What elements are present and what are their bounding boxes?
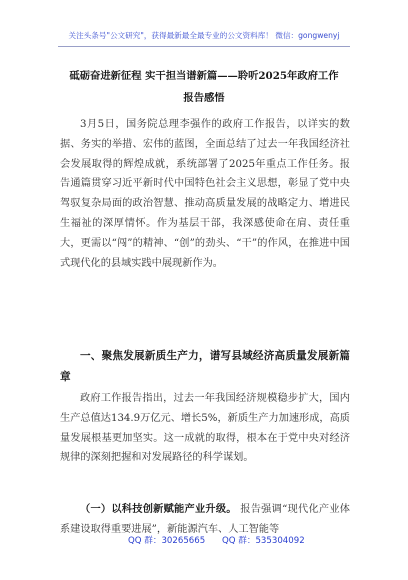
page-footer [0,534,408,554]
header-promo-text: 关注头条号"公文研究"，获得最新最全最专业的公文资料库！ 微信：gongwenyj [68,31,340,40]
section-1-paragraph: 政府工作报告指出，过去一年我国经济规模稳步扩大，国内生产总值达134.9万亿元、增长5%，新质生产力加速形成，高质量发展根基更加坚实。这一成就的取得，根本在于党中央对经济规律的深刻把握和对发展路径的科学谋划。 [60,393,350,464]
footer-qq-group-1: QQ 群：30265665 [128,536,206,546]
section-1-heading: 一、聚焦发展新质生产力，谱写县域经济高质量发展新篇章 [60,350,350,383]
footer-qq-group-2: QQ 群：535304092 [222,536,305,546]
header-divider [58,46,350,47]
document-title-line-1: 砥砺奋进新征程 实干担当谱新篇——聆听2025年政府工作 [69,70,339,82]
subsection-1-label: （一）以科技创新赋能产业升级。 [80,503,237,515]
document-title-line-2: 报告感悟 [183,92,225,104]
page-header [0,0,408,60]
intro-paragraph: 3月5日，国务院总理李强作的政府工作报告，以详实的数据、务实的举措、宏伟的蓝图，全面总结了过去一年我国经济社会发展取得的辉煌成就，系统部署了2025年重点工作任务。报告通篇贯穿习近平新时代中国特色社会主义思想，彰显了党中央驾驭复杂局面的政治智慧、推动高质量发展的战略定力、增进民生福祉的深厚情怀。作为基层干部，我深感使命在肩、责任重大，更需以“闯”的精神、“创”的劲头、“干”的作风，在推进中国式现代化的县域实践中展现新作为。 [60,119,350,269]
subsection-1-text: 报告强调“现代化产业体系建设取得重要进展”，新能源汽车、人工智能等 [60,504,350,535]
